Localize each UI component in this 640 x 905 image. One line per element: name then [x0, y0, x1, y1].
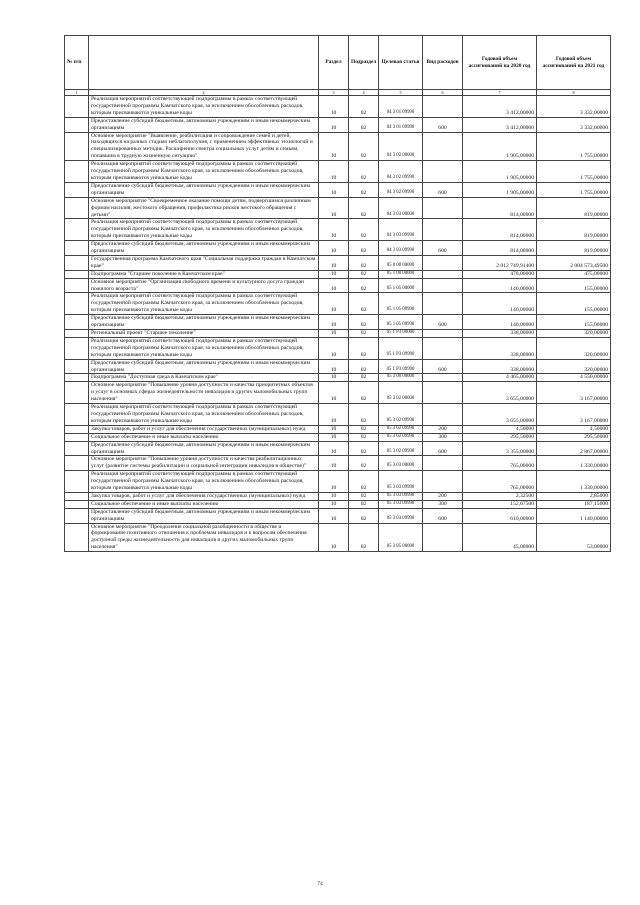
razdel-cell: 10 [319, 330, 349, 338]
volume-2020-cell: 140,00000 [463, 278, 537, 293]
table-row [65, 359, 611, 374]
item-name: Основное мероприятие "Повышение уровня доступности и качества реабилитационных услуг (развитие системы реабилитации и социальной интеграции инвалидов в обществе)" [89, 456, 319, 471]
volume-2020-cell: 765,00000 [463, 471, 537, 493]
podrazdel-cell: 02 [349, 161, 379, 183]
target-article-cell: 04 3 03 09990 [379, 241, 423, 256]
expense-type-cell: 600 [423, 508, 463, 523]
header-name [89, 36, 319, 90]
item-name: Предоставление субсидий бюджетным, автономным учреждениям и иным некоммерческим организациям [89, 241, 319, 256]
volume-2020-cell: 3 412,00000 [463, 117, 537, 132]
podrazdel-cell: 02 [349, 492, 379, 500]
razdel-cell: 10 [319, 492, 349, 500]
expense-type-cell: 300 [423, 500, 463, 508]
podrazdel-cell: 02 [349, 433, 379, 441]
razdel-cell: 10 [319, 270, 349, 278]
expense-type-cell [423, 96, 463, 118]
target-article-cell: 04 3 02 09990 [379, 161, 423, 183]
razdel-cell: 10 [319, 374, 349, 382]
volume-2021-cell: 53,00000 [537, 523, 611, 552]
table-row [65, 456, 611, 471]
target-article-cell: 05 1 05 09990 [379, 315, 423, 330]
expense-type-cell [423, 337, 463, 359]
row-number-cell [65, 471, 89, 493]
row-number-cell [65, 359, 89, 374]
volume-2020-cell: 3 355,00000 [463, 441, 537, 456]
row-number-cell [65, 219, 89, 241]
razdel-cell: 10 [319, 255, 349, 270]
volume-2020-cell: 765,00000 [463, 456, 537, 471]
item-name: Основное мероприятие "Повышение уровня доступности и качества приоритетных объектов и услуг в основных сферах жизнедеятельности инвалидов и других маломобильных групп населения" [89, 382, 319, 404]
razdel-cell: 10 [319, 471, 349, 493]
item-name: Реализация мероприятий соответствующей подпрограммы в рамках соответствующей государственной программы Камчатского края, за исключением обособленных расходов, которым присваиваются уникальные коды [89, 471, 319, 493]
podrazdel-cell: 02 [349, 471, 379, 493]
target-article-cell: 05 1 P3 00000 [379, 330, 423, 338]
volume-2020-cell: 338,00000 [463, 359, 537, 374]
razdel-cell: 10 [319, 293, 349, 315]
volume-2020-cell: 610,00000 [463, 508, 537, 523]
table-row [65, 523, 611, 552]
target-article-cell: 05 3 00 00000 [379, 374, 423, 382]
row-number-cell [65, 404, 89, 426]
item-name: Закупка товаров, работ и услуг для обеспечения государственных (муниципальных) нужд [89, 425, 319, 433]
podrazdel-cell: 02 [349, 197, 379, 219]
table-row [65, 132, 611, 161]
row-number-cell [65, 270, 89, 278]
row-number-cell [65, 278, 89, 293]
item-name: Региональный проект "Старшее поколение" [89, 330, 319, 338]
item-name: Предоставление субсидий бюджетным, автономным учреждениям и иным некоммерческим организациям [89, 315, 319, 330]
table-row [65, 508, 611, 523]
podrazdel-cell: 02 [349, 182, 379, 197]
item-name: Социальное обеспечение и иные выплаты населению [89, 500, 319, 508]
target-article-cell: 05 3 02 09990 [379, 425, 423, 433]
table-row [65, 374, 611, 382]
header-razdel: Раздел [319, 36, 349, 90]
podrazdel-cell: 02 [349, 241, 379, 256]
razdel-cell: 10 [319, 456, 349, 471]
expense-type-cell [423, 374, 463, 382]
item-name: Социальное обеспечение и иные выплаты населению [89, 433, 319, 441]
table-row [65, 96, 611, 118]
volume-2021-cell: 3 332,00000 [537, 96, 611, 118]
volume-2021-cell: 3 167,00000 [537, 382, 611, 404]
podrazdel-cell: 02 [349, 425, 379, 433]
item-name: Закупка товаров, работ и услуг для обеспечения государственных (муниципальных) нужд [89, 492, 319, 500]
table-row [65, 241, 611, 256]
podrazdel-cell: 02 [349, 330, 379, 338]
expense-type-cell [423, 456, 463, 471]
razdel-cell: 10 [319, 182, 349, 197]
razdel-cell: 10 [319, 508, 349, 523]
table-row [65, 433, 611, 441]
podrazdel-cell: 02 [349, 359, 379, 374]
target-article-cell: 04 3 03 00000 [379, 197, 423, 219]
table-row [65, 337, 611, 359]
item-name: Реализация мероприятий соответствующей подпрограммы в рамках соответствующей государственной программы Камчатского края, за исключением обособленных расходов, которым присваиваются уникальные коды [89, 96, 319, 118]
volume-2021-cell: 187,15000 [537, 500, 611, 508]
volume-2020-cell: 45,00000 [463, 523, 537, 552]
item-name: Предоставление субсидий бюджетным, автономным учреждениям и иным некоммерческим организациям [89, 117, 319, 132]
expense-type-cell: 200 [423, 492, 463, 500]
volume-2021-cell: 1 140,00000 [537, 508, 611, 523]
razdel-cell: 10 [319, 404, 349, 426]
volume-2020-cell: 3 655,00000 [463, 382, 537, 404]
expense-type-cell: 600 [423, 117, 463, 132]
column-number: 4 [349, 90, 379, 96]
podrazdel-cell: 02 [349, 315, 379, 330]
table-row [65, 441, 611, 456]
header-expense-type: Вид расходов [423, 36, 463, 90]
table-row [65, 382, 611, 404]
podrazdel-cell: 02 [349, 117, 379, 132]
volume-2021-cell: 155,00000 [537, 315, 611, 330]
volume-2021-cell: 819,00000 [537, 219, 611, 241]
target-article-cell: 04 3 03 09990 [379, 219, 423, 241]
razdel-cell: 10 [319, 241, 349, 256]
item-name: Предоставление субсидий бюджетным, автономным учреждениям и иным некоммерческим организациям [89, 508, 319, 523]
row-number-cell [65, 293, 89, 315]
razdel-cell: 10 [319, 315, 349, 330]
row-number-cell [65, 456, 89, 471]
table-row [65, 219, 611, 241]
volume-2021-cell: 320,00000 [537, 330, 611, 338]
item-name: Предоставление субсидий бюджетным, автономным учреждениям и иным некоммерческим организациям [89, 441, 319, 456]
row-number-cell [65, 492, 89, 500]
item-name: Подпрограмма "Доступная среда в Камчатском крае" [89, 374, 319, 382]
table-row [65, 471, 611, 493]
column-number: 3 [319, 90, 349, 96]
volume-2020-cell: 1 905,00000 [463, 182, 537, 197]
row-number-cell [65, 117, 89, 132]
item-name: Реализация мероприятий соответствующей подпрограммы в рамках соответствующей государственной программы Камчатского края, за исключением обособленных расходов, которым присваиваются уникальные коды [89, 404, 319, 426]
expense-type-cell: 600 [423, 182, 463, 197]
table-row [65, 278, 611, 293]
podrazdel-cell: 02 [349, 456, 379, 471]
target-article-cell: 05 3 03 09990 [379, 500, 423, 508]
volume-2020-cell: 2,32500 [463, 492, 537, 500]
target-article-cell: 04 3 02 09990 [379, 182, 423, 197]
target-article-cell: 05 3 02 09990 [379, 441, 423, 456]
volume-2021-cell: 4 550,00000 [537, 374, 611, 382]
expense-type-cell: 600 [423, 315, 463, 330]
target-article-cell: 05 1 05 00000 [379, 278, 423, 293]
volume-2020-cell: 1 905,00000 [463, 161, 537, 183]
target-article-cell: 05 1 P3 09990 [379, 359, 423, 374]
expense-type-cell [423, 270, 463, 278]
volume-2020-cell: 3 412,00000 [463, 96, 537, 118]
razdel-cell: 10 [319, 117, 349, 132]
volume-2020-cell: 2 012 749,91400 [463, 255, 537, 270]
target-article-cell: 04 3 01 09990 [379, 96, 423, 118]
header-podrazdel: Подраздел [349, 36, 379, 90]
volume-2021-cell: 1 755,00000 [537, 132, 611, 161]
volume-2020-cell: 4 465,00000 [463, 374, 537, 382]
razdel-cell: 10 [319, 500, 349, 508]
expense-type-cell [423, 278, 463, 293]
volume-2020-cell: 152,67500 [463, 500, 537, 508]
podrazdel-cell: 02 [349, 500, 379, 508]
podrazdel-cell: 02 [349, 219, 379, 241]
volume-2020-cell: 338,00000 [463, 337, 537, 359]
volume-2021-cell: 155,00000 [537, 293, 611, 315]
row-number-cell [65, 500, 89, 508]
expense-type-cell [423, 219, 463, 241]
volume-2021-cell: 1 755,00000 [537, 161, 611, 183]
column-number: 8 [537, 90, 611, 96]
table-row [65, 270, 611, 278]
target-article-cell: 05 1 00 00000 [379, 270, 423, 278]
table-row [65, 500, 611, 508]
expense-type-cell: 200 [423, 425, 463, 433]
row-number-cell [65, 441, 89, 456]
podrazdel-cell: 02 [349, 337, 379, 359]
table-row [65, 117, 611, 132]
expense-type-cell: 600 [423, 441, 463, 456]
expense-type-cell [423, 523, 463, 552]
table-body [65, 90, 611, 552]
header-volume-2021: Годовой объем ассигнований на 2021 год [537, 36, 611, 90]
item-name: Реализация мероприятий соответствующей подпрограммы в рамках соответствующей государственной программы Камчатского края, за исключением обособленных расходов, которым присваиваются уникальные коды [89, 293, 319, 315]
target-article-cell: 05 1 P3 09990 [379, 337, 423, 359]
target-article-cell: 05 0 00 00000 [379, 255, 423, 270]
row-number-cell [65, 374, 89, 382]
row-number-cell [65, 337, 89, 359]
table-header [65, 36, 611, 90]
table-row [65, 161, 611, 183]
table-row [65, 315, 611, 330]
podrazdel-cell: 02 [349, 270, 379, 278]
item-name: Предоставление субсидий бюджетным, автономным учреждениям и иным некоммерческим организациям [89, 359, 319, 374]
razdel-cell: 10 [319, 359, 349, 374]
razdel-cell: 10 [319, 523, 349, 552]
podrazdel-cell: 02 [349, 382, 379, 404]
page-number: 74 [317, 881, 323, 887]
item-name: Основное мероприятие "Выявление, реабилитация и сопровождение семей и детей, находящихся на разных стадиях неблагополучия, с применением эффективных технологий и специализированных методик. Расширение спектра социальных услуг детям и семьям, попавшим в трудную жизненную ситуацию" [89, 132, 319, 161]
volume-2021-cell: 320,00000 [537, 337, 611, 359]
row-number-cell [65, 182, 89, 197]
item-name: Реализация мероприятий соответствующей подпрограммы в рамках соответствующей государственной программы Камчатского края, за исключением обособленных расходов, которым присваиваются уникальные коды [89, 337, 319, 359]
volume-2021-cell: 819,00000 [537, 197, 611, 219]
podrazdel-cell: 02 [349, 132, 379, 161]
podrazdel-cell: 02 [349, 523, 379, 552]
volume-2021-cell: 2 867,00000 [537, 441, 611, 456]
volume-2021-cell: 1 755,00000 [537, 182, 611, 197]
table-row [65, 255, 611, 270]
expense-type-cell: 600 [423, 359, 463, 374]
volume-2021-cell: 295,50000 [537, 433, 611, 441]
expense-type-cell [423, 382, 463, 404]
expense-type-cell: 300 [423, 433, 463, 441]
expense-type-cell [423, 293, 463, 315]
table-row [65, 404, 611, 426]
header-volume-2020: Годовой объем ассигнований на 2020 год [463, 36, 537, 90]
target-article-cell: 04 3 01 09990 [379, 117, 423, 132]
razdel-cell: 10 [319, 161, 349, 183]
target-article-cell: 05 3 05 00000 [379, 523, 423, 552]
volume-2020-cell: 814,00000 [463, 241, 537, 256]
row-number-cell [65, 96, 89, 118]
row-number-cell [65, 197, 89, 219]
table-row [65, 330, 611, 338]
razdel-cell: 10 [319, 132, 349, 161]
volume-2020-cell: 1 905,00000 [463, 132, 537, 161]
razdel-cell: 10 [319, 425, 349, 433]
column-number: 6 [423, 90, 463, 96]
item-name: Основное мероприятие "Преодоление социальной разобщенности в обществе и формирование позитивного отношения к проблемам инвалидов и к вопросам обеспечения доступной среды жизнедеятельности для инвалидов и других маломобильных групп населения" [89, 523, 319, 552]
row-number-cell [65, 161, 89, 183]
row-number-cell [65, 241, 89, 256]
target-article-cell: 05 1 05 09990 [379, 293, 423, 315]
target-article-cell: 05 3 03 00000 [379, 456, 423, 471]
volume-2021-cell: 155,00000 [537, 278, 611, 293]
column-number: 1 [65, 90, 89, 96]
row-number-cell [65, 433, 89, 441]
volume-2020-cell: 814,00000 [463, 219, 537, 241]
volume-2020-cell: 295,50000 [463, 433, 537, 441]
podrazdel-cell: 02 [349, 374, 379, 382]
razdel-cell: 10 [319, 219, 349, 241]
item-name: Подпрограмма "Старшее поколение в Камчатском крае" [89, 270, 319, 278]
table-row [65, 197, 611, 219]
item-name: Основное мероприятие "Своевременное оказание помощи детям, подвергшимся различным формам насилия, жестокого обращения, профилактика рисков жестокого обращения с детьми" [89, 197, 319, 219]
row-number-cell [65, 132, 89, 161]
podrazdel-cell: 02 [349, 404, 379, 426]
target-article-cell: 05 3 02 00000 [379, 382, 423, 404]
volume-2021-cell: 475,00000 [537, 270, 611, 278]
volume-2020-cell: 814,00000 [463, 197, 537, 219]
expense-type-cell [423, 161, 463, 183]
expense-type-cell [423, 471, 463, 493]
target-article-cell: 05 3 03 09990 [379, 508, 423, 523]
table-row [65, 293, 611, 315]
razdel-cell: 10 [319, 337, 349, 359]
podrazdel-cell: 02 [349, 255, 379, 270]
row-number-cell [65, 330, 89, 338]
row-number-cell [65, 523, 89, 552]
expense-type-cell [423, 255, 463, 270]
item-name: Государственная программа Камчатского края "Социальная поддержка граждан в Камчатском крае" [89, 255, 319, 270]
razdel-cell: 10 [319, 96, 349, 118]
row-number-cell [65, 255, 89, 270]
item-name: Реализация мероприятий соответствующей подпрограммы в рамках соответствующей государственной программы Камчатского края, за исключением обособленных расходов, которым присваиваются уникальные коды [89, 219, 319, 241]
volume-2021-cell: 4,50000 [537, 425, 611, 433]
volume-2021-cell: 1 330,00000 [537, 456, 611, 471]
column-number: 7 [463, 90, 537, 96]
header-num: № п/п [65, 36, 89, 90]
volume-2020-cell: 3 655,00000 [463, 404, 537, 426]
row-number-cell [65, 508, 89, 523]
expense-type-cell [423, 330, 463, 338]
razdel-cell: 10 [319, 433, 349, 441]
table-row [65, 425, 611, 433]
budget-table [64, 35, 611, 552]
row-number-cell [65, 425, 89, 433]
razdel-cell: 10 [319, 382, 349, 404]
volume-2021-cell: 819,00000 [537, 241, 611, 256]
podrazdel-cell: 02 [349, 96, 379, 118]
volume-2021-cell: 320,00000 [537, 359, 611, 374]
item-name: Реализация мероприятий соответствующей подпрограммы в рамках соответствующей государственной программы Камчатского края, за исключением обособленных расходов, которым присваиваются уникальные коды [89, 161, 319, 183]
expense-type-cell: 600 [423, 241, 463, 256]
expense-type-cell [423, 132, 463, 161]
target-article-cell: 05 3 03 09990 [379, 471, 423, 493]
razdel-cell: 10 [319, 278, 349, 293]
target-article-cell: 04 3 02 00000 [379, 132, 423, 161]
volume-2021-cell: 1 330,00000 [537, 471, 611, 493]
item-name: Предоставление субсидий бюджетным, автономным учреждениям и иным некоммерческим организациям [89, 182, 319, 197]
table-row [65, 492, 611, 500]
table-row [65, 182, 611, 197]
target-article-cell: 05 3 03 09990 [379, 492, 423, 500]
volume-2020-cell: 140,00000 [463, 293, 537, 315]
volume-2020-cell: 140,00000 [463, 315, 537, 330]
item-name: Основное мероприятие "Организация свободного времени и культурного досуга граждан пожилого возраста" [89, 278, 319, 293]
expense-type-cell [423, 404, 463, 426]
row-number-cell [65, 315, 89, 330]
column-number: 2 [89, 90, 319, 96]
podrazdel-cell: 02 [349, 293, 379, 315]
column-number: 5 [379, 90, 423, 96]
volume-2021-cell: 3 167,00000 [537, 404, 611, 426]
target-article-cell: 05 3 02 09990 [379, 433, 423, 441]
target-article-cell: 05 3 02 09990 [379, 404, 423, 426]
volume-2021-cell: 3 332,00000 [537, 117, 611, 132]
podrazdel-cell: 02 [349, 508, 379, 523]
razdel-cell: 10 [319, 197, 349, 219]
header-target-article: Целевая статья [379, 36, 423, 90]
expense-type-cell [423, 197, 463, 219]
row-number-cell [65, 382, 89, 404]
volume-2021-cell: 2,85000 [537, 492, 611, 500]
podrazdel-cell: 02 [349, 278, 379, 293]
volume-2020-cell: 478,00000 [463, 270, 537, 278]
volume-2021-cell: 2 004 573,49500 [537, 255, 611, 270]
volume-2020-cell: 4,50000 [463, 425, 537, 433]
podrazdel-cell: 02 [349, 441, 379, 456]
volume-2020-cell: 338,00000 [463, 330, 537, 338]
razdel-cell: 10 [319, 441, 349, 456]
